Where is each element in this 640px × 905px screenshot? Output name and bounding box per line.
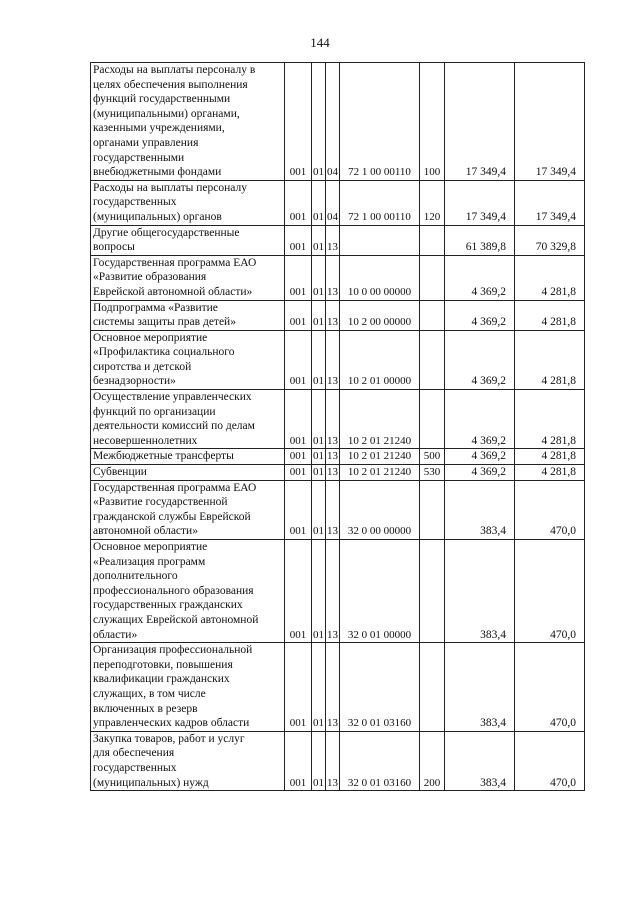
row-name: Закупка товаров, работ и услуг для обеспечения государственных (муниципальных) нужд (91, 731, 285, 790)
section-code: 01 (312, 180, 326, 225)
table-row (91, 330, 585, 389)
amount-year-2: 470,0 (515, 731, 585, 790)
expense-type-code: 530 (420, 465, 445, 481)
program-code: 10 2 01 21240 (340, 465, 420, 481)
amount-year-2: 4 281,8 (515, 330, 585, 389)
section-code: 01 (312, 449, 326, 465)
program-code: 32 0 01 00000 (340, 540, 420, 643)
amount-year-2: 4 281,8 (515, 465, 585, 481)
table-row (91, 449, 585, 465)
amount-year-1: 4 369,2 (445, 465, 515, 481)
expense-type-code (420, 540, 445, 643)
section-code: 01 (312, 63, 326, 181)
table-row (91, 480, 585, 539)
subsection-code: 13 (326, 540, 340, 643)
table-row (91, 300, 585, 330)
amount-year-1: 4 369,2 (445, 255, 515, 300)
expense-type-code (420, 255, 445, 300)
subsection-code: 13 (326, 731, 340, 790)
admin-code: 001 (285, 643, 312, 732)
amount-year-2: 70 329,8 (515, 225, 585, 255)
amount-year-1: 4 369,2 (445, 330, 515, 389)
expense-type-code: 200 (420, 731, 445, 790)
amount-year-1: 383,4 (445, 731, 515, 790)
amount-year-1: 383,4 (445, 540, 515, 643)
program-code: 32 0 01 03160 (340, 731, 420, 790)
amount-year-2: 17 349,4 (515, 180, 585, 225)
table-row (91, 731, 585, 790)
row-name: Субвенции (91, 465, 285, 481)
row-name: Основное мероприятие «Профилактика социального сиротства и детской безнадзорности» (91, 330, 285, 389)
section-code: 01 (312, 731, 326, 790)
subsection-code: 13 (326, 300, 340, 330)
amount-year-2: 4 281,8 (515, 390, 585, 449)
expense-type-code: 500 (420, 449, 445, 465)
row-name: Расходы на выплаты персоналу государственных (муниципальных) органов (91, 180, 285, 225)
program-code: 72 1 00 00110 (340, 180, 420, 225)
program-code: 10 2 01 00000 (340, 330, 420, 389)
amount-year-1: 4 369,2 (445, 390, 515, 449)
amount-year-2: 470,0 (515, 643, 585, 732)
amount-year-1: 4 369,2 (445, 300, 515, 330)
program-code: 10 2 00 00000 (340, 300, 420, 330)
row-name: Государственная программа ЕАО «Развитие образования Еврейской автономной области» (91, 255, 285, 300)
section-code: 01 (312, 330, 326, 389)
budget-table (90, 62, 585, 791)
section-code: 01 (312, 643, 326, 732)
admin-code: 001 (285, 63, 312, 181)
admin-code: 001 (285, 180, 312, 225)
amount-year-2: 470,0 (515, 540, 585, 643)
admin-code: 001 (285, 540, 312, 643)
section-code: 01 (312, 390, 326, 449)
row-name: Осуществление управленческих функций по организации деятельности комиссий по делам несовершеннолетних (91, 390, 285, 449)
table-row (91, 643, 585, 732)
expense-type-code (420, 300, 445, 330)
subsection-code: 04 (326, 63, 340, 181)
row-name: Основное мероприятие «Реализация программ дополнительного профессионального образования государственных гражданских служащих Еврейской автономной области» (91, 540, 285, 643)
program-code: 10 0 00 00000 (340, 255, 420, 300)
admin-code: 001 (285, 731, 312, 790)
program-code: 72 1 00 00110 (340, 63, 420, 181)
table-row (91, 465, 585, 481)
admin-code: 001 (285, 390, 312, 449)
program-code: 10 2 01 21240 (340, 449, 420, 465)
program-code: 10 2 01 21240 (340, 390, 420, 449)
expense-type-code (420, 225, 445, 255)
amount-year-1: 17 349,4 (445, 180, 515, 225)
table-row (91, 63, 585, 181)
program-code: 32 0 01 03160 (340, 643, 420, 732)
subsection-code: 13 (326, 480, 340, 539)
table-row (91, 225, 585, 255)
section-code: 01 (312, 255, 326, 300)
expense-type-code (420, 480, 445, 539)
amount-year-2: 4 281,8 (515, 300, 585, 330)
budget-table-body (91, 63, 585, 791)
table-row (91, 390, 585, 449)
subsection-code: 13 (326, 255, 340, 300)
admin-code: 001 (285, 480, 312, 539)
section-code: 01 (312, 480, 326, 539)
admin-code: 001 (285, 255, 312, 300)
section-code: 01 (312, 300, 326, 330)
section-code: 01 (312, 225, 326, 255)
subsection-code: 04 (326, 180, 340, 225)
amount-year-1: 4 369,2 (445, 449, 515, 465)
amount-year-1: 383,4 (445, 480, 515, 539)
subsection-code: 13 (326, 330, 340, 389)
section-code: 01 (312, 465, 326, 481)
row-name: Расходы на выплаты персоналу в целях обеспечения выполнения функций государственными (муниципальными) органами, казенными учреждениями, органами управления государственными внебюджетными фондами (91, 63, 285, 181)
subsection-code: 13 (326, 643, 340, 732)
table-row (91, 540, 585, 643)
admin-code: 001 (285, 330, 312, 389)
row-name: Подпрограмма «Развитие системы защиты прав детей» (91, 300, 285, 330)
amount-year-2: 470,0 (515, 480, 585, 539)
subsection-code: 13 (326, 390, 340, 449)
subsection-code: 13 (326, 225, 340, 255)
row-name: Государственная программа ЕАО «Развитие государственной гражданской службы Еврейской автономной области» (91, 480, 285, 539)
admin-code: 001 (285, 465, 312, 481)
admin-code: 001 (285, 300, 312, 330)
amount-year-2: 17 349,4 (515, 63, 585, 181)
expense-type-code: 100 (420, 63, 445, 181)
program-code: 32 0 00 00000 (340, 480, 420, 539)
expense-type-code (420, 390, 445, 449)
table-row (91, 180, 585, 225)
expense-type-code (420, 330, 445, 389)
amount-year-1: 17 349,4 (445, 63, 515, 181)
subsection-code: 13 (326, 449, 340, 465)
program-code (340, 225, 420, 255)
amount-year-2: 4 281,8 (515, 449, 585, 465)
subsection-code: 13 (326, 465, 340, 481)
page-number: 144 (310, 35, 330, 50)
row-name: Межбюджетные трансферты (91, 449, 285, 465)
expense-type-code: 120 (420, 180, 445, 225)
amount-year-1: 61 389,8 (445, 225, 515, 255)
row-name: Организация профессиональной переподготовки, повышения квалификации гражданских служащих, в том числе включенных в резерв управленческих кадров области (91, 643, 285, 732)
table-row (91, 255, 585, 300)
row-name: Другие общегосударственные вопросы (91, 225, 285, 255)
section-code: 01 (312, 540, 326, 643)
admin-code: 001 (285, 225, 312, 255)
expense-type-code (420, 643, 445, 732)
amount-year-2: 4 281,8 (515, 255, 585, 300)
amount-year-1: 383,4 (445, 643, 515, 732)
admin-code: 001 (285, 449, 312, 465)
